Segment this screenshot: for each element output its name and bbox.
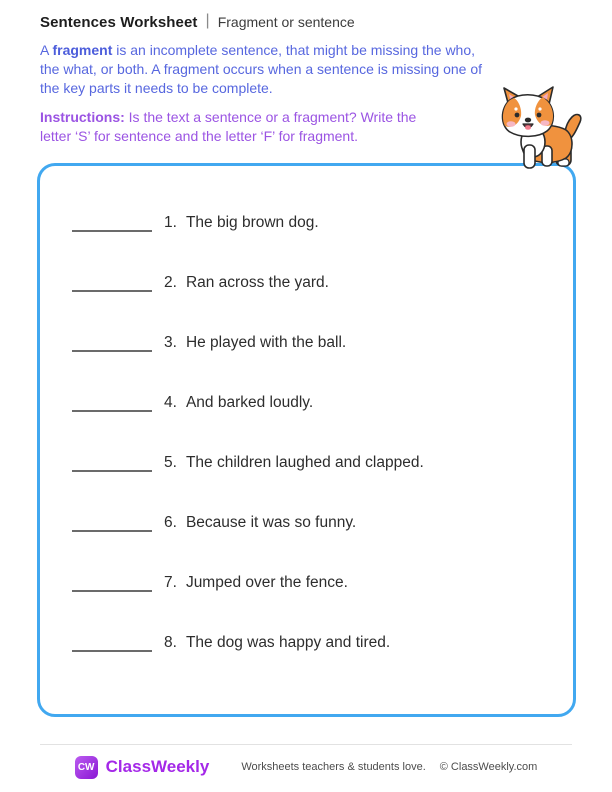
item-number: 8.: [164, 634, 177, 651]
item-text: Because it was so funny.: [185, 514, 357, 531]
page-title: Sentences Worksheet: [40, 13, 198, 31]
item-number: 2.: [164, 274, 177, 291]
footer: [0, 752, 612, 782]
definition-line-1: [40, 41, 482, 60]
instructions-line-1: [40, 108, 416, 127]
definition-line-3: the key parts it needs to be complete.: [40, 80, 273, 96]
footer-divider: [40, 744, 572, 745]
worksheet-items: [40, 166, 573, 673]
answer-blank-1[interactable]: [72, 214, 152, 232]
worksheet-item-6: [40, 493, 573, 553]
item-number: 5.: [164, 454, 177, 471]
definition-term: fragment: [52, 42, 113, 58]
definition-line-2: the what, or both. A fragment occurs when a sentence is missing one of: [40, 61, 483, 77]
item-number: 7.: [164, 574, 177, 591]
item-text: The big brown dog.: [185, 214, 319, 231]
page-subtitle: Fragment or sentence: [217, 14, 355, 30]
item-text: The dog was happy and tired.: [185, 634, 391, 651]
definition-text: A: [40, 42, 53, 58]
answer-blank-4[interactable]: [72, 394, 152, 412]
worksheet-item-5: [40, 433, 573, 493]
worksheet-item-7: [40, 553, 573, 613]
definition-text: is an incomplete sentence, that might be missing the who,: [112, 42, 476, 58]
instructions-body: Is the text a sentence or a fragment? Write the: [124, 109, 417, 125]
instructions-label: Instructions:: [40, 109, 125, 125]
answer-blank-3[interactable]: [72, 334, 152, 352]
brand-name: ClassWeekly: [105, 757, 210, 776]
answer-blank-6[interactable]: [72, 514, 152, 532]
instructions-text: [40, 108, 416, 146]
item-text: Jumped over the fence.: [185, 574, 348, 591]
answer-blank-8[interactable]: [72, 634, 152, 652]
title-separator: |: [205, 12, 210, 29]
page-header: [40, 13, 355, 31]
worksheet-item-1: [40, 193, 573, 253]
answer-blank-7[interactable]: [72, 574, 152, 592]
item-number: 6.: [164, 514, 177, 531]
instructions-line-2: letter ‘S’ for sentence and the letter ‘F’ for fragment.: [40, 128, 359, 144]
answer-blank-5[interactable]: [72, 454, 152, 472]
item-text: The children laughed and clapped.: [185, 454, 424, 471]
worksheet-item-2: [40, 253, 573, 313]
classweekly-logo-icon: CW: [75, 756, 98, 779]
answer-blank-2[interactable]: [72, 274, 152, 292]
item-text: Ran across the yard.: [185, 274, 329, 291]
corgi-dog-illustration: [490, 84, 588, 170]
item-text: And barked loudly.: [185, 394, 314, 411]
footer-tagline: Worksheets teachers & students love.: [241, 761, 426, 773]
item-text: He played with the ball.: [185, 334, 347, 351]
worksheet-box: [37, 163, 576, 717]
footer-copyright: © ClassWeekly.com: [439, 761, 538, 773]
worksheet-item-4: [40, 373, 573, 433]
fragment-definition: [40, 41, 482, 98]
item-number: 1.: [164, 214, 177, 231]
item-number: 3.: [164, 334, 177, 351]
worksheet-item-3: [40, 313, 573, 373]
item-number: 4.: [164, 394, 177, 411]
worksheet-item-8: [40, 613, 573, 673]
